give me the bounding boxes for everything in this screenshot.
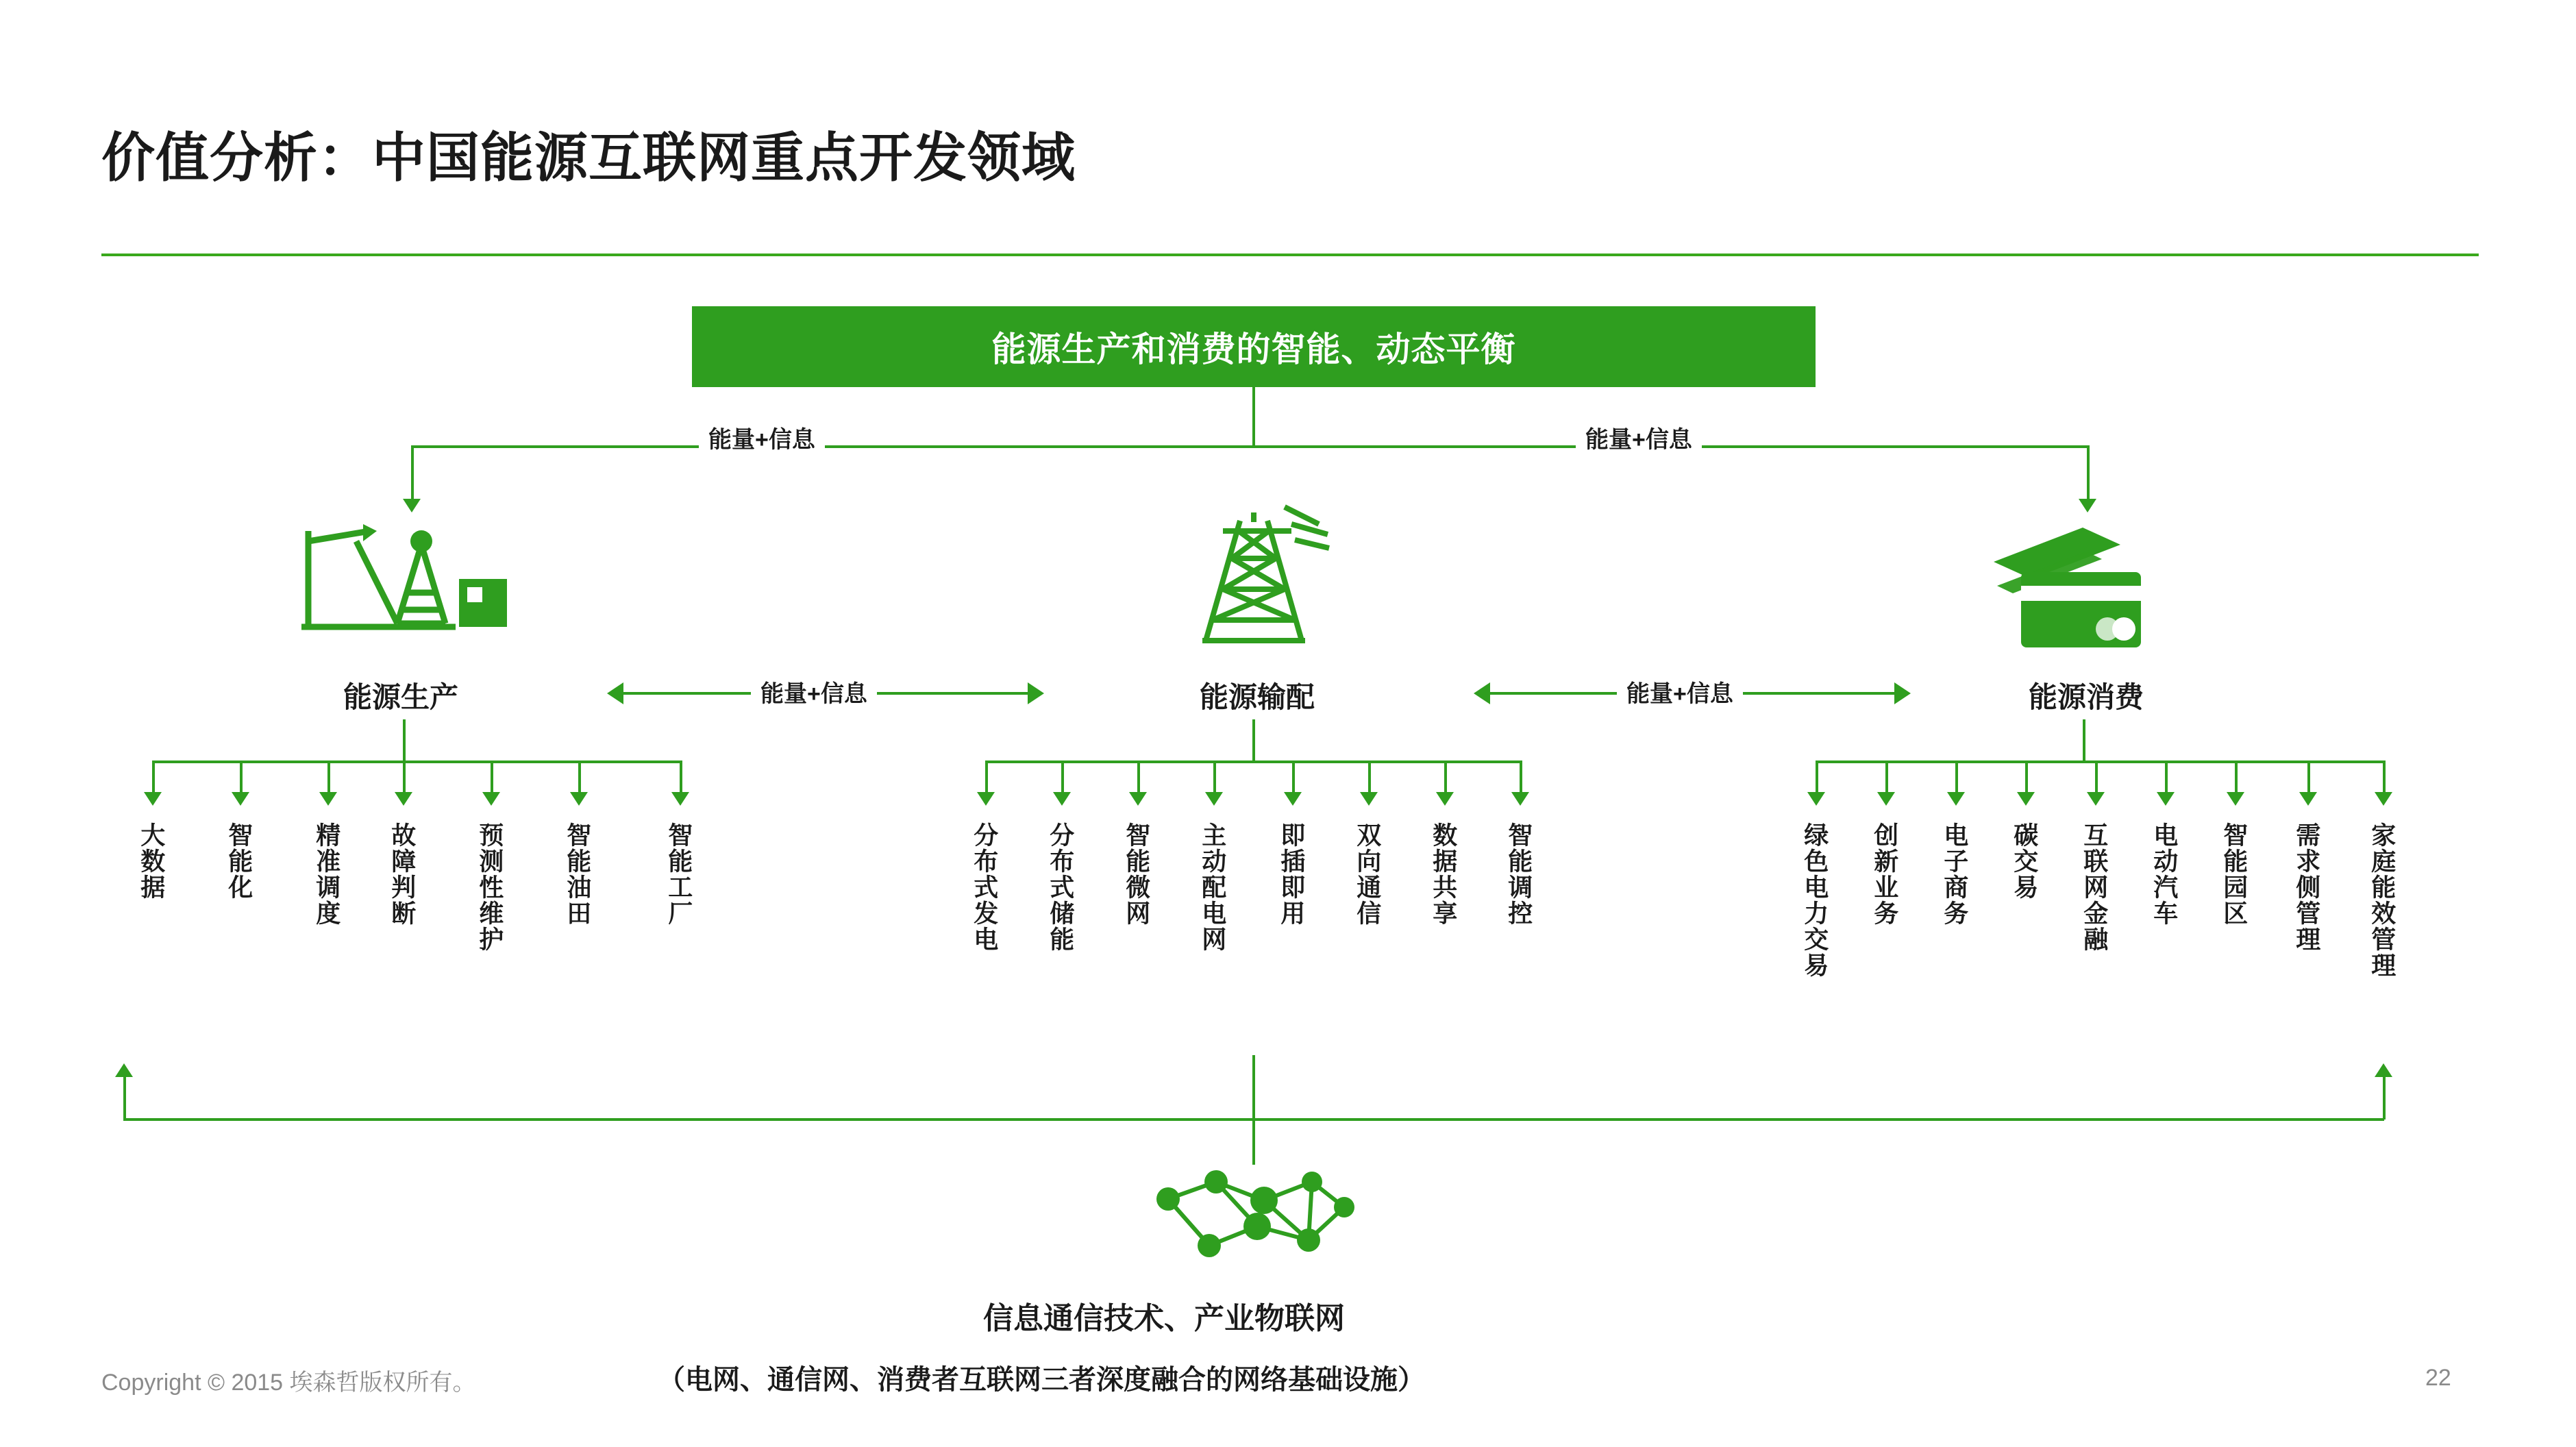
payment-cards-icon: [1980, 521, 2185, 651]
banner-label: 能源生产和消费的智能、动态平衡: [991, 330, 1516, 369]
transmission-tick-3: [1213, 760, 1216, 795]
transmission-arrow-4: [1284, 792, 1302, 806]
transmission-arrow-2: [1129, 792, 1147, 806]
pillar-label-consumption: 能源消费: [2028, 681, 2144, 713]
consumption-tick-6: [2235, 760, 2238, 795]
transmission-tick-6: [1444, 760, 1447, 795]
consumption-arrow-8: [2375, 792, 2392, 806]
arrow-to-production: [607, 682, 623, 704]
production-arrow-2: [319, 792, 337, 806]
feedback-right-arrow: [2375, 1063, 2392, 1077]
transmission-arrow-7: [1511, 792, 1529, 806]
edge-label-top-right: 能量+信息: [1576, 421, 1702, 454]
production-item-2: 精准调度: [312, 822, 341, 926]
network-nodes-icon: [1144, 1158, 1370, 1285]
production-tick-6: [680, 760, 682, 795]
consumption-tick-5: [2165, 760, 2168, 795]
transmission-branch-bus: [985, 760, 1520, 763]
consumption-arrow-4: [2087, 792, 2105, 806]
consumption-arrow-2: [1947, 792, 1965, 806]
consumption-item-5: 电动汽车: [2150, 822, 2179, 926]
production-tick-5: [578, 760, 581, 795]
transmission-tick-4: [1292, 760, 1295, 795]
consumption-arrow-3: [2017, 792, 2035, 806]
consumption-tick-3: [2025, 760, 2028, 795]
consumption-arrow-5: [2157, 792, 2175, 806]
production-item-6: 智能工厂: [665, 822, 693, 926]
consumption-tick-2: [1955, 760, 1958, 795]
consumption-tick-0: [1816, 760, 1818, 795]
consumption-item-4: 互联网金融: [2080, 822, 2109, 952]
consumption-item-3: 碳交易: [2010, 822, 2039, 900]
production-arrow-4: [482, 792, 500, 806]
production-tick-1: [240, 760, 243, 795]
production-arrow-6: [671, 792, 689, 806]
page-number: 22: [2425, 1365, 2451, 1391]
transmission-item-3: 主动配电网: [1198, 822, 1227, 952]
consumption-arrow-1: [1877, 792, 1895, 806]
transmission-branch-stem: [1252, 719, 1255, 762]
consumption-tick-7: [2307, 760, 2310, 795]
transmission-tick-5: [1368, 760, 1371, 795]
transmission-item-0: 分布式发电: [970, 822, 999, 952]
transmission-tick-2: [1137, 760, 1140, 795]
production-tick-3: [403, 760, 406, 795]
transmission-item-1: 分布式储能: [1046, 822, 1075, 952]
arrow-to-consumption: [1894, 682, 1911, 704]
oil-pumpjack-icon: [288, 504, 514, 654]
feedback-left-arrow: [115, 1063, 133, 1077]
transmission-item-4: 即插即用: [1277, 822, 1306, 926]
transmission-item-6: 数据共享: [1429, 822, 1458, 926]
production-arrow-1: [232, 792, 249, 806]
consumption-arrow-7: [2299, 792, 2317, 806]
banner-stem: [1252, 387, 1255, 447]
consumption-item-2: 电子商务: [1940, 822, 1969, 926]
consumption-item-8: 家庭能效管理: [2368, 822, 2397, 978]
consumption-tick-4: [2095, 760, 2098, 795]
production-item-1: 智能化: [225, 822, 253, 900]
banner-to-consumption-arrow: [2079, 499, 2096, 512]
consumption-arrow-6: [2227, 792, 2244, 806]
consumption-arrow-0: [1807, 792, 1825, 806]
consumption-branch-stem: [2083, 719, 2085, 762]
production-branch-bus: [152, 760, 680, 763]
arrow-to-transmission-right: [1474, 682, 1490, 704]
transmission-item-7: 智能调控: [1504, 822, 1533, 926]
edge-label-mid-left: 能量+信息: [751, 675, 877, 708]
consumption-item-6: 智能园区: [2220, 822, 2249, 926]
feedback-center-stem: [1252, 1055, 1255, 1165]
edge-label-top-left: 能量+信息: [699, 421, 825, 454]
pillar-label-production: 能源生产: [343, 681, 458, 713]
transmission-tick-7: [1520, 760, 1522, 795]
title-divider: [101, 253, 2479, 256]
production-item-4: 预测性维护: [475, 822, 504, 952]
production-arrow-5: [570, 792, 588, 806]
production-branch-stem: [403, 719, 406, 762]
production-arrow-0: [144, 792, 162, 806]
consumption-item-7: 需求侧管理: [2292, 822, 2321, 952]
copyright-text: Copyright © 2015 埃森哲版权所有。: [101, 1370, 476, 1396]
banner-balance: [692, 306, 1816, 387]
production-item-3: 故障判断: [388, 822, 417, 926]
consumption-tick-8: [2383, 760, 2386, 795]
banner-bus-line: [411, 445, 2090, 448]
page-title: 价值分析：中国能源互联网重点开发领域: [101, 127, 1076, 188]
transmission-arrow-5: [1360, 792, 1378, 806]
pillar-label-transmission: 能源输配: [1199, 681, 1315, 713]
transmission-tick-0: [985, 760, 988, 795]
arrow-to-transmission-left: [1028, 682, 1044, 704]
production-arrow-3: [395, 792, 412, 806]
feedback-left-riser: [123, 1076, 126, 1120]
banner-to-consumption-line: [2087, 445, 2090, 502]
bottom-infrastructure-label: 信息通信技术、产业物联网: [983, 1302, 1345, 1335]
transmission-arrow-1: [1053, 792, 1071, 806]
edge-label-mid-right: 能量+信息: [1617, 675, 1743, 708]
consumption-item-0: 绿色电力交易: [1800, 822, 1829, 978]
consumption-tick-1: [1885, 760, 1888, 795]
production-tick-4: [491, 760, 493, 795]
power-transmission-tower-icon: [1158, 500, 1357, 658]
production-tick-2: [327, 760, 330, 795]
banner-to-production-line: [411, 445, 414, 502]
transmission-item-2: 智能微网: [1122, 822, 1151, 926]
production-item-5: 智能油田: [563, 822, 592, 926]
transmission-item-5: 双向通信: [1353, 822, 1382, 926]
production-tick-0: [152, 760, 155, 795]
feedback-right-riser: [2383, 1076, 2386, 1120]
consumption-branch-bus: [1816, 760, 2384, 763]
transmission-arrow-0: [977, 792, 995, 806]
bottom-infrastructure-sublabel: （电网、通信网、消费者互联网三者深度融合的网络基础设施）: [658, 1365, 1425, 1395]
consumption-item-1: 创新业务: [1870, 822, 1899, 926]
transmission-arrow-3: [1205, 792, 1223, 806]
production-item-0: 大数据: [137, 822, 166, 900]
transmission-arrow-6: [1436, 792, 1454, 806]
transmission-tick-1: [1061, 760, 1064, 795]
